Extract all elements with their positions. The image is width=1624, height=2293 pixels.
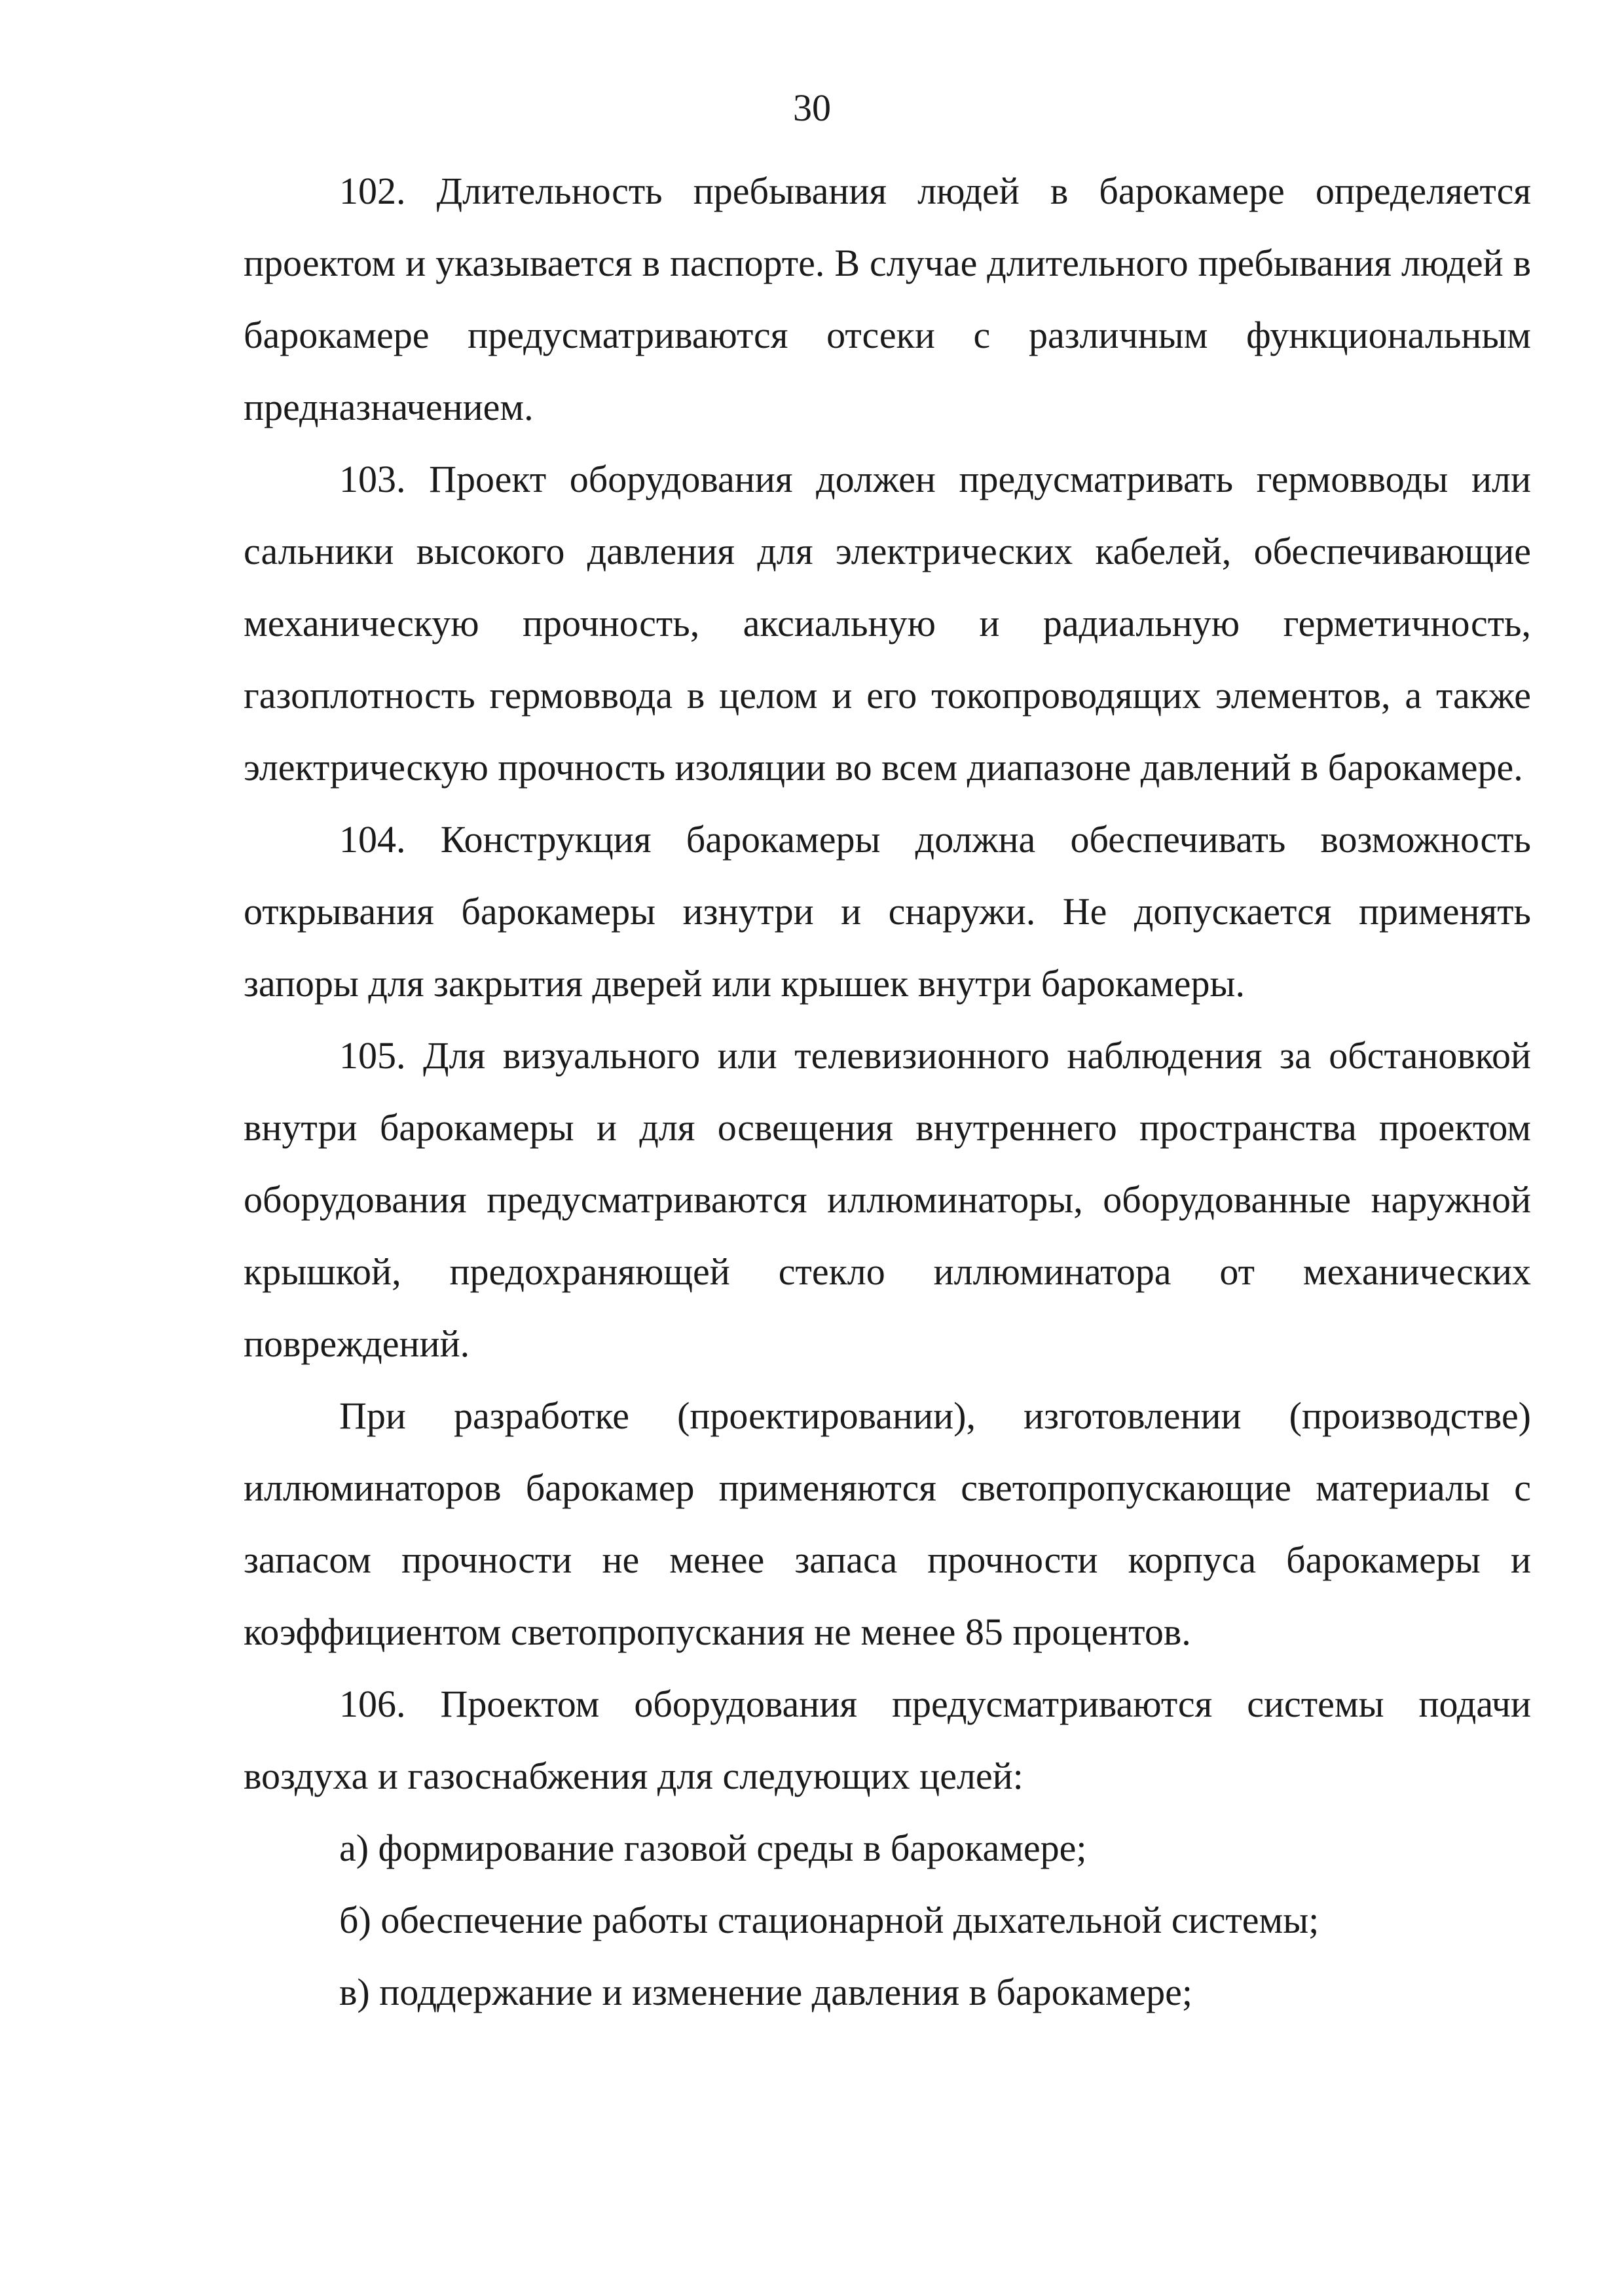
page-number: 30 (793, 86, 831, 129)
paragraph-106: 106. Проектом оборудования предусматриваются системы подачи воздуха и газоснабжения для следующих целей: (244, 1683, 1531, 1797)
paragraph-104: 104. Конструкция барокамеры должна обеспечивать возможность открывания барокамеры изнутри и снаружи. Не допускается применять запоры для закрытия дверей или крышек внутри барокамеры. (244, 818, 1531, 1005)
paragraph-105: 105. Для визуального или телевизионного наблюдения за обстановкой внутри барокамеры и для освещения внутреннего пространства проектом оборудования предусматриваются иллюминаторы, оборудованные наружной крышкой, предохраняющей стекло иллюминатора от механических повреждений. (244, 1034, 1531, 1365)
document-body (244, 155, 1531, 2028)
list-item-a: а) формирование газовой среды в барокамере; (339, 1827, 1087, 1869)
paragraph-102: 102. Длительность пребывания людей в барокамере определяется проектом и указывается в паспорте. В случае длительного пребывания людей в барокамере предусматриваются отсеки с различным функциональным предназначением. (244, 170, 1531, 428)
paragraph-105-continued: При разработке (проектировании), изготовлении (производстве) иллюминаторов барокамер применяются светопропускающие материалы с запасом прочности не менее запаса прочности корпуса барокамеры и коэффициентом светопропускания не менее 85 процентов. (244, 1394, 1531, 1653)
paragraph-103: 103. Проект оборудования должен предусматривать гермовводы или сальники высокого давления для электрических кабелей, обеспечивающие механическую прочность, аксиальную и радиальную герметичность, газоплотность гермоввода в целом и его токопроводящих элементов, а также электрическую прочность изоляции во всем диапазоне давлений в барокамере. (244, 458, 1531, 789)
list-item-b: б) обеспечение работы стационарной дыхательной системы; (339, 1899, 1320, 1941)
list-item-c: в) поддержание и изменение давления в барокамере; (339, 1971, 1192, 2013)
